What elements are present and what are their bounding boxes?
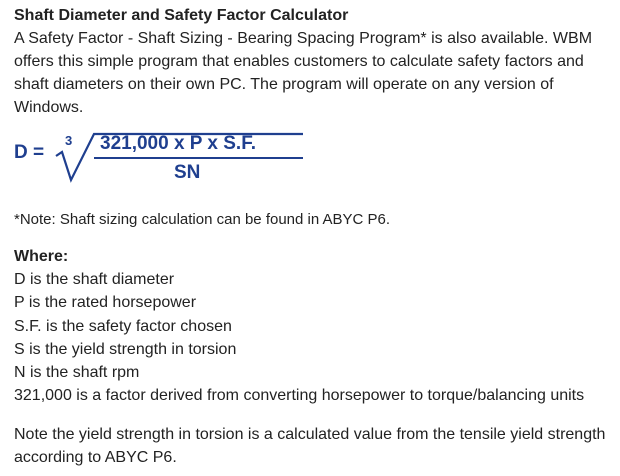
- definition-p: P is the rated horsepower: [14, 294, 197, 312]
- definition-s: S is the yield strength in torsion: [14, 340, 237, 358]
- root-index: 3: [65, 133, 73, 148]
- shaft-diameter-formula: [14, 132, 614, 188]
- abyc-note: *Note: Shaft sizing calculation can be found in ABYC P6.: [14, 211, 391, 228]
- formula-numerator: 321,000 x P x S.F.: [100, 133, 256, 154]
- definition-sf: S.F. is the safety factor chosen: [14, 317, 232, 335]
- intro-paragraph: A Safety Factor - Shaft Sizing - Bearing Spacing Program* is also available. WBM offers this simple program that enables customers to calculate safety factors and shaft diameters on their own PC. The program will operate on any version of Windows.: [14, 30, 593, 116]
- variable-definitions: [14, 268, 614, 408]
- fraction-bar: [94, 157, 303, 159]
- where-heading: Where:: [14, 248, 69, 265]
- page-title: Shaft Diameter and Safety Factor Calculator: [14, 7, 349, 24]
- definition-constant: 321,000 is a factor derived from converting horsepower to torque/balancing units: [14, 387, 585, 405]
- definition-d: D is the shaft diameter: [14, 271, 175, 288]
- content-area: [14, 5, 614, 469]
- formula-lhs: D =: [14, 142, 45, 163]
- closing-note: Note the yield strength in torsion is a calculated value from the tensile yield strength according to ABYC P6.: [14, 425, 606, 466]
- definition-n: N is the shaft rpm: [14, 364, 140, 382]
- formula-denominator: SN: [174, 162, 201, 183]
